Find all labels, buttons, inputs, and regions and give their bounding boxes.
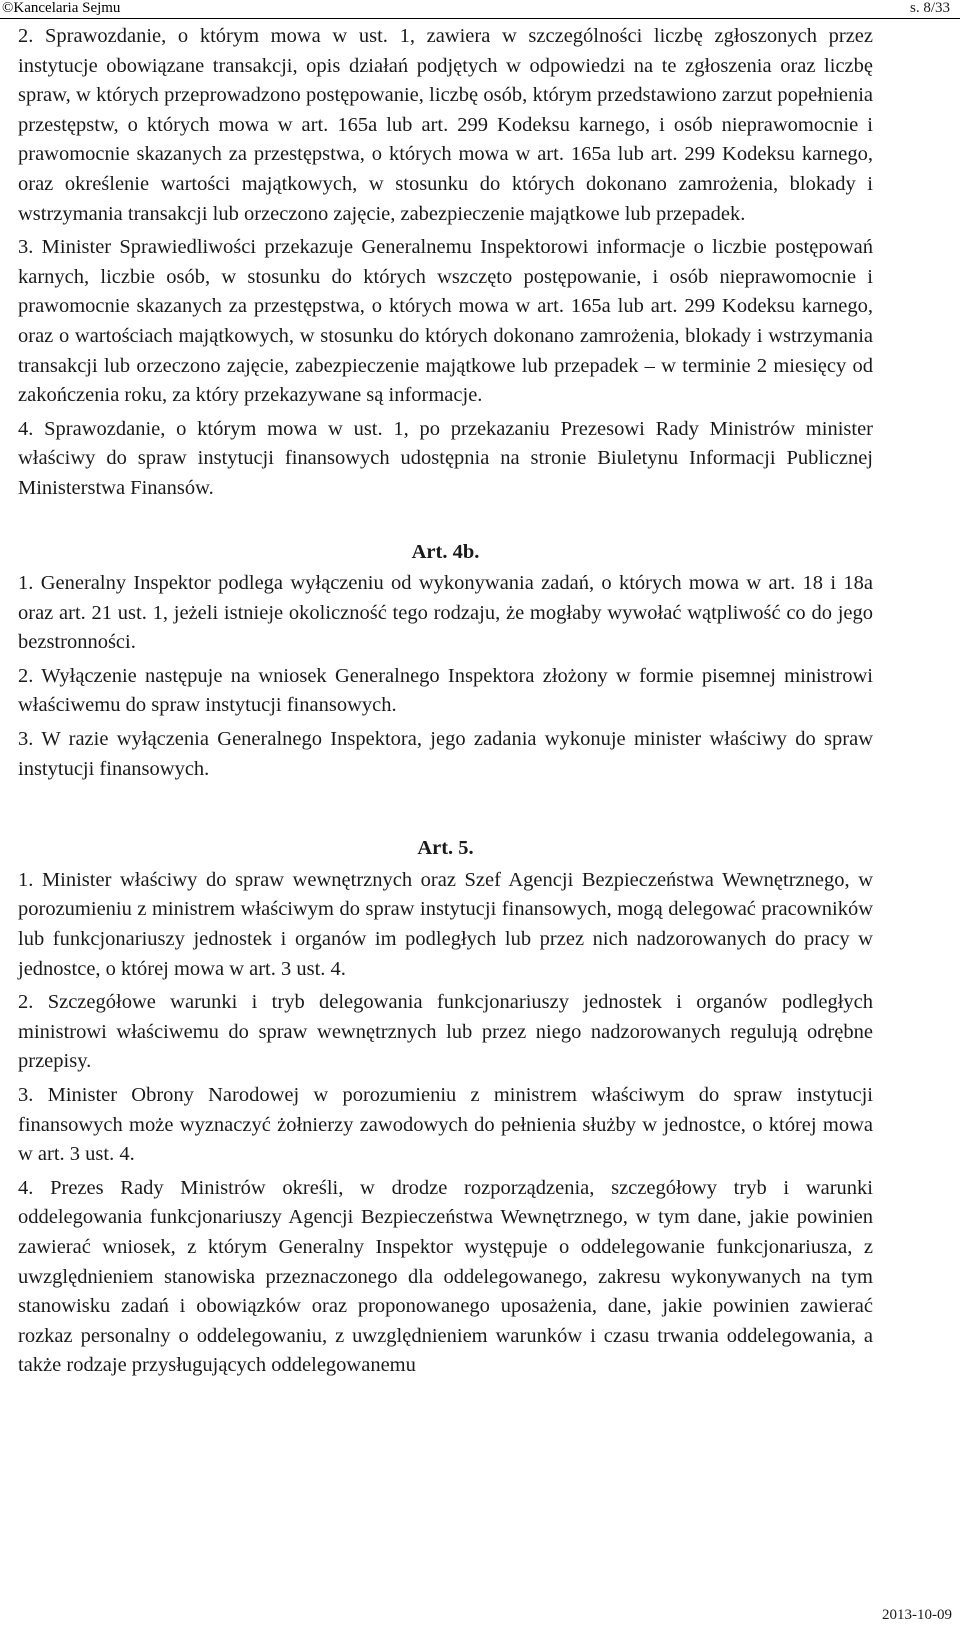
- paragraph: 4. Prezes Rady Ministrów określi, w drodze rozporządzenia, szczegółowy tryb i warunki oddelegowania funkcjonariuszy Agencji Bezpieczeństwa Wewnętrznego, w tym dane, jakie powinien zawierać wniosek, z którym Generalny Inspektor występuje o oddelegowanie funkcjonariusza, z uwzględnieniem stanowiska przeznaczonego dla oddelegowanego, zakresu wykonywanych na tym stanowisku zadań i obowiązków oraz proponowanego uposażenia, dane, jakie powinien zawierać rozkaz personalny o oddelegowaniu, z uwzględnieniem warunków i czasu trwania oddelegowania, a także rodzaje przysługujących oddelegowanemu: [18, 1176, 873, 1377]
- article-heading: Art. 4b.: [411, 540, 480, 563]
- paragraph: 4. Sprawozdanie, o którym mowa w ust. 1, po przekazaniu Prezesowi Rady Ministrów minister właściwy do spraw instytucji finansowych udostępnia na stronie Biuletynu Informacji Publicznej Ministerstwa Finansów.: [18, 417, 873, 499]
- paragraph: 3. Minister Sprawiedliwości przekazuje Generalnemu Inspektorowi informacje o liczbie postępowań karnych, liczbie osób, w stosunku do których wszczęto postępowanie, i osób nieprawomocnie i prawomocnie skazanych za przestępstwa, o których mowa w art. 165a lub art. 299 Kodeksu karnego, oraz o wartościach majątkowych, w stosunku do których dokonano zamrożenia, blokady i wstrzymania transakcji lub orzeczono zajęcie, zabezpieczenie majątkowe lub przepadek – w terminie 2 miesięcy od zakończenia roku, za który przekazywane są informacje.: [18, 236, 873, 407]
- section-gap: [18, 508, 873, 538]
- article-heading: Art. 5.: [417, 837, 474, 860]
- paragraph: 1. Minister właściwy do spraw wewnętrznych oraz Szef Agencji Bezpieczeństwa Wewnętrznego, w porozumieniu z ministrem właściwym do spraw instytucji finansowych, mogą delegować pracowników lub funkcjonariuszy jednostek i organów im podległych lub przez nich nadzorowanych do pracy w jednostce, o której mowa w art. 3 ust. 4.: [18, 868, 873, 980]
- paragraph: 3. Minister Obrony Narodowej w porozumieniu z ministrem właściwym do spraw instytucji finansowych może wyznaczyć żołnierzy zawodowych do pełnienia służby w jednostce, o której mowa w art. 3 ust. 4.: [18, 1084, 873, 1166]
- paragraph: 2. Wyłączenie następuje na wniosek Generalnego Inspektora złożony w formie pisemnej ministrowi właściwemu do spraw instytucji finansowych.: [18, 664, 873, 717]
- page-header: [0, 0, 960, 17]
- paragraph: 3. W razie wyłączenia Generalnego Inspektora, jego zadania wykonuje minister właściwy do spraw instytucji finansowych.: [18, 728, 873, 780]
- header-publisher: ©Kancelaria Sejmu: [2, 0, 121, 16]
- paragraph: 1. Generalny Inspektor podlega wyłączeniu od wykonywania zadań, o których mowa w art. 18 i 18a oraz art. 21 ust. 1, jeżeli istnieje okoliczność tego rodzaju, że mogłaby wywołać wątpliwość co do jego bezstronności.: [18, 572, 873, 654]
- paragraph: 2. Sprawozdanie, o którym mowa w ust. 1, zawiera w szczególności liczbę zgłoszonych przez instytucje obowiązane transakcji, opis działań podjętych w odpowiedzi na te zgłoszenia oraz liczbę spraw, w których przeprowadzono postępowanie, liczbę osób, którym przedstawiono zarzut popełnienia przestępstw, o których mowa w art. 165a lub art. 299 Kodeksu karnego, i osób nieprawomocnie i prawomocnie skazanych za przestępstwa, o których mowa w art. 165a lub art. 299 Kodeksu karnego, oraz określenie wartości majątkowych, w stosunku do których dokonano zamrożenia, blokady i wstrzymania transakcji lub orzeczono zajęcie, zabezpieczenie majątkowe lub przepadek.: [18, 25, 873, 225]
- header-page-number: s. 8/33: [909, 0, 950, 16]
- header-rule: [0, 18, 960, 19]
- section-gap: [18, 788, 873, 834]
- paragraph: 2. Szczegółowe warunki i tryb delegowania funkcjonariuszy jednostek i organów podległych ministrowi właściwemu do spraw wewnętrznych lub przez niego nadzorowanych regulują odrębne przepisy.: [18, 991, 873, 1073]
- document-body: [18, 22, 873, 1385]
- footer-date: 2013-10-09: [882, 1607, 952, 1623]
